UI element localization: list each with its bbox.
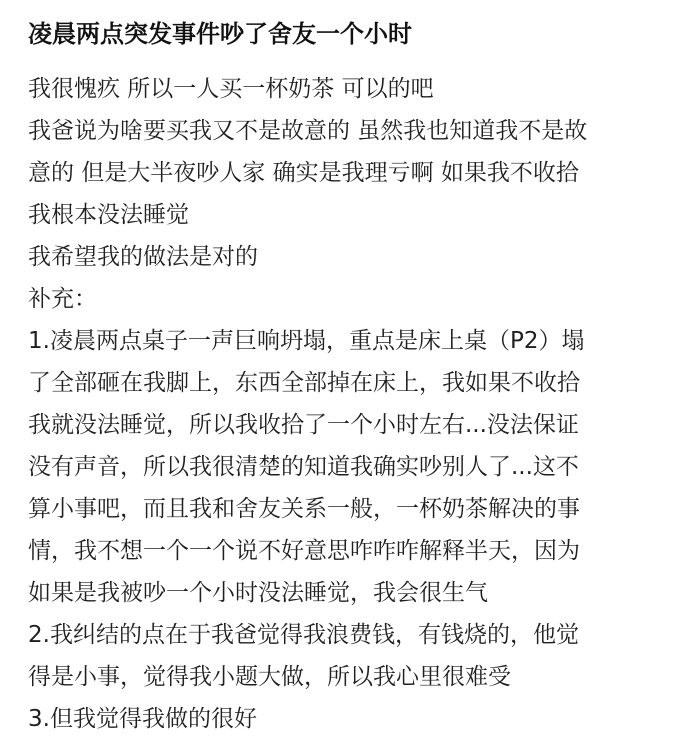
post-line: 我根本没法睡觉 <box>28 202 189 228</box>
post-body <box>28 68 668 740</box>
post-line: 3.但我觉得我做的很好 <box>28 706 257 732</box>
post-title: 凌晨两点突发事件吵了舍友一个小时 <box>28 20 412 48</box>
post-line: 意的 但是大半夜吵人家 确实是我理亏啊 如果我不收拾 <box>28 160 579 186</box>
post-line: 我很愧疚 所以一人买一杯奶茶 可以的吧 <box>28 76 434 102</box>
post-line: 补充： <box>28 286 97 312</box>
post-line: 算小事吧，而且我和舍友关系一般，一杯奶茶解决的事 <box>28 496 580 522</box>
post-line: 我就没法睡觉，所以我收拾了一个小时左右...没法保证 <box>28 412 579 438</box>
post-line: 如果是我被吵一个小时没法睡觉，我会很生气 <box>28 580 488 606</box>
post-line: 我希望我的做法是对的 <box>28 244 258 270</box>
post <box>28 14 668 740</box>
post-line: 了全部砸在我脚上，东西全部掉在床上，我如果不收拾 <box>28 370 580 396</box>
post-line: 情，我不想一个一个说不好意思咋咋咋解释半天，因为 <box>28 538 580 564</box>
post-line: 没有声音，所以我很清楚的知道我确实吵别人了...这不 <box>28 454 579 480</box>
post-line: 1.凌晨两点桌子一声巨响坍塌，重点是床上桌（P2）塌 <box>28 328 585 354</box>
post-line: 我爸说为啥要买我又不是故意的 虽然我也知道我不是故 <box>28 118 588 144</box>
post-line: 2.我纠结的点在于我爸觉得我浪费钱，有钱烧的，他觉 <box>28 622 579 648</box>
post-line: 得是小事，觉得我小题大做，所以我心里很难受 <box>28 664 511 690</box>
